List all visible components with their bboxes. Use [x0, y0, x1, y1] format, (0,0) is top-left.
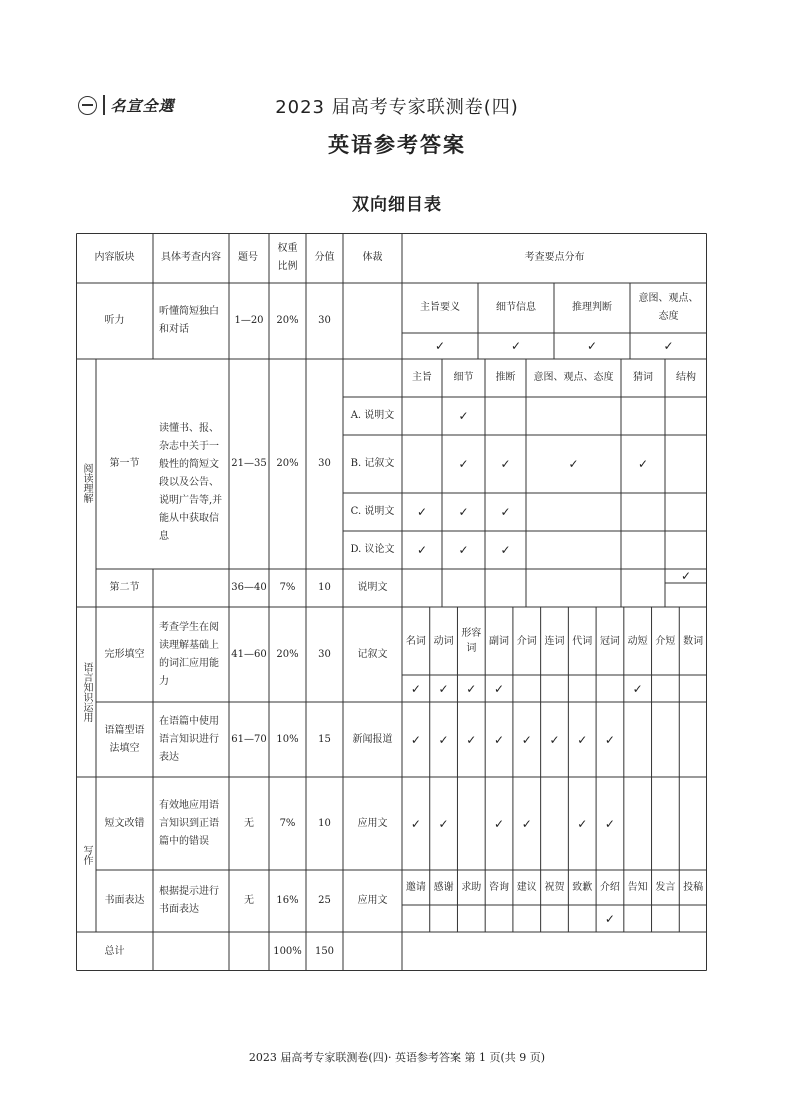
head-genre: 体裁 [362, 252, 383, 263]
reading-sec1-qno: 21—35 [231, 458, 267, 469]
correction-check-10 [652, 777, 680, 870]
cloze-check-7 [568, 675, 596, 702]
reading-d-check-2: ✓ [458, 543, 469, 557]
grammar-check-7: ✓ [577, 732, 588, 747]
grammar-check-3: ✓ [466, 732, 477, 747]
correction-genre: 应用文 [357, 817, 388, 829]
expression-type-9: 告知 [627, 882, 648, 893]
head-score: 分值 [314, 252, 335, 263]
spec-table [76, 233, 707, 971]
expression-label: 书面表达 [104, 895, 145, 906]
expression-score: 25 [318, 895, 331, 906]
correction-check-6 [541, 777, 569, 870]
cloze-label: 完形填空 [104, 648, 145, 660]
cloze-check-2: ✓ [438, 681, 449, 696]
listening-check-4: ✓ [663, 339, 674, 353]
expression-content: 根据提示进行书面表达 [159, 886, 219, 915]
cloze-genre: 记叙文 [357, 648, 388, 660]
cloze-word-11: 数词 [683, 635, 704, 647]
expression-type-10: 发言 [655, 882, 676, 893]
cloze-check-1: ✓ [410, 681, 421, 696]
reading-point-2: 细节 [453, 372, 474, 383]
correction-weight: 7% [279, 817, 296, 829]
listening-check-3: ✓ [586, 339, 598, 353]
reading-c-check-2: ✓ [458, 505, 469, 519]
cloze-word-4: 副词 [489, 635, 510, 647]
correction-qno: 无 [244, 817, 254, 829]
grammar-qno: 61—70 [231, 733, 267, 745]
table-title: 双向细目表 [352, 195, 442, 215]
reading-point-1: 主旨 [412, 372, 432, 383]
reading-sec2-score: 10 [318, 582, 331, 593]
grammar-label: 语篇型语法填空 [104, 724, 145, 754]
reading-d-check-1: ✓ [416, 543, 428, 557]
head-content: 具体考查内容 [161, 252, 221, 263]
reading-module: 阅读理解 [81, 463, 92, 503]
expression-type-11: 投稿 [683, 882, 704, 893]
correction-check-7: ✓ [577, 816, 588, 831]
reading-d-check-3: ✓ [500, 543, 511, 557]
cloze-word-5: 介词 [516, 635, 537, 647]
expression-check-8: ✓ [604, 911, 615, 926]
grammar-check-5: ✓ [521, 732, 532, 747]
head-points: 考查要点分布 [524, 252, 585, 263]
reading-genre-a: A. 说明文 [350, 410, 395, 421]
expression-type-7: 致歉 [572, 882, 593, 893]
correction-check-8: ✓ [604, 816, 615, 831]
grammar-check-11 [679, 702, 707, 777]
reading-point-6: 结构 [676, 372, 696, 383]
expression-check-6 [541, 905, 569, 932]
reading-sec1-label: 第一节 [109, 458, 140, 469]
total-weight: 100% [273, 945, 302, 957]
reading-c-check-3: ✓ [500, 505, 511, 519]
expression-type-8: 介绍 [599, 882, 620, 893]
cloze-content: 考查学生在阅读理解基础上的词汇应用能力 [159, 621, 219, 687]
cloze-word-9: 动短 [627, 635, 648, 647]
cloze-score: 30 [318, 648, 331, 660]
cloze-word-8: 冠词 [599, 635, 620, 647]
grammar-check-10 [652, 702, 680, 777]
reading-point-4: 意图、观点、态度 [533, 372, 614, 383]
reading-b-check-4: ✓ [568, 457, 579, 471]
reading-sec2-qno: 36—40 [231, 582, 267, 593]
reading-b-check-2: ✓ [458, 457, 469, 471]
reading-c-check-1: ✓ [416, 505, 428, 519]
correction-check-4: ✓ [494, 816, 505, 831]
listening-score: 30 [318, 315, 331, 326]
head-qno: 题号 [238, 252, 258, 263]
cloze-qno: 41—60 [231, 648, 267, 660]
correction-check-11 [679, 777, 707, 870]
reading-sec2-label: 第二节 [109, 582, 140, 593]
correction-label: 短文改错 [104, 817, 145, 829]
reading-sec1-content: 读懂书、报、杂志中关于一般性的简短文段以及公告、说明广告等,并能从中获取信息 [159, 423, 223, 542]
cloze-check-10 [652, 675, 680, 702]
cloze-check-4: ✓ [494, 681, 505, 696]
cloze-word-2: 动词 [433, 635, 454, 647]
grammar-genre: 新闻报道 [352, 733, 393, 745]
grammar-weight: 10% [276, 733, 299, 745]
cloze-check-9: ✓ [632, 681, 643, 696]
grammar-check-9 [624, 702, 652, 777]
expression-type-4: 咨询 [489, 882, 510, 893]
cloze-check-5 [513, 675, 541, 702]
reading-genre-c: C. 说明文 [350, 506, 395, 517]
correction-check-2: ✓ [438, 816, 449, 831]
listening-check-1: ✓ [434, 339, 446, 353]
cloze-word-6: 连词 [544, 635, 565, 647]
reading-genre-d: D. 议论文 [350, 544, 395, 555]
expression-weight: 16% [276, 895, 299, 906]
grammar-check-1: ✓ [410, 732, 421, 747]
listening-check-2: ✓ [510, 339, 522, 353]
listening-point-3: 推理判断 [572, 302, 612, 313]
total-label: 总计 [104, 945, 125, 957]
cloze-check-3: ✓ [466, 681, 477, 696]
exam-title: 2023 届高考专家联测卷(四) [275, 97, 519, 118]
total-score: 150 [314, 945, 335, 957]
correction-score: 10 [318, 817, 331, 829]
reading-point-3: 推断 [495, 372, 516, 383]
reading-sec2-genre: 说明文 [357, 582, 388, 593]
writing-module: 写作 [81, 844, 92, 865]
listening-qno: 1—20 [234, 315, 264, 326]
expression-type-6: 祝贺 [544, 882, 565, 893]
reading-genre-b: B. 记叙文 [350, 458, 395, 469]
grammar-check-6: ✓ [549, 732, 560, 747]
listening-content: 听懂简短独白和对话 [159, 306, 219, 335]
expression-check-2 [430, 905, 458, 932]
expression-check-5 [513, 905, 541, 932]
listening-weight: 20% [276, 315, 299, 326]
expression-check-11 [679, 905, 707, 932]
head-weight: 权重比例 [277, 243, 298, 272]
expression-type-1: 邀请 [405, 882, 426, 893]
grammar-check-4: ✓ [494, 732, 505, 747]
correction-check-5: ✓ [521, 816, 532, 831]
reading-sec1-weight: 20% [276, 458, 299, 469]
listening-point-1: 主旨要义 [420, 302, 460, 313]
reading-sec1-score: 30 [318, 458, 331, 469]
correction-check-9 [624, 777, 652, 870]
expression-genre: 应用文 [357, 895, 388, 906]
correction-check-1: ✓ [410, 816, 421, 831]
cloze-weight: 20% [276, 648, 299, 660]
correction-content: 有效地应用语言知识到正语篇中的错误 [159, 799, 219, 847]
reading-a-check-2: ✓ [458, 409, 469, 423]
page-footer: 2023 届高考专家联测卷(四)· 英语参考答案 第 1 页(共 9 页) [248, 1051, 546, 1064]
cloze-word-3: 形容词 [461, 628, 482, 654]
expression-type-5: 建议 [516, 882, 537, 893]
expression-check-1 [402, 905, 430, 932]
cloze-word-1: 名词 [405, 635, 426, 647]
grammar-score: 15 [318, 733, 331, 745]
head-module: 内容版块 [94, 252, 135, 263]
expression-check-3 [457, 905, 485, 932]
listening-module: 听力 [104, 315, 125, 326]
logo-text: 名宣全選 [110, 96, 175, 115]
listening-point-2: 细节信息 [496, 302, 536, 313]
expression-check-4 [485, 905, 513, 932]
grammar-check-2: ✓ [438, 732, 449, 747]
reading-sec2-weight: 7% [279, 582, 296, 593]
expression-type-3: 求助 [461, 882, 482, 893]
expression-qno: 无 [244, 895, 254, 906]
reading-point-5: 猜词 [633, 372, 653, 383]
cloze-check-8 [596, 675, 624, 702]
expression-check-9 [624, 905, 652, 932]
reading-sec2-check-6: ✓ [680, 569, 692, 583]
grammar-check-8: ✓ [604, 732, 615, 747]
grammar-content: 在语篇中使用语言知识进行表达 [159, 715, 219, 763]
expression-check-7 [568, 905, 596, 932]
cloze-word-10: 介短 [655, 635, 676, 647]
reading-b-check-5: ✓ [637, 457, 649, 471]
cloze-word-7: 代词 [572, 635, 593, 647]
cloze-check-11 [679, 675, 707, 702]
language-module: 语言知识运用 [81, 662, 92, 722]
expression-check-10 [652, 905, 680, 932]
listening-point-4: 意图、观点、态度 [638, 293, 699, 322]
reading-b-check-3: ✓ [500, 457, 511, 471]
correction-check-3 [457, 777, 485, 870]
cloze-check-6 [541, 675, 569, 702]
answer-title: 英语参考答案 [328, 133, 466, 157]
expression-type-2: 感谢 [433, 882, 454, 893]
